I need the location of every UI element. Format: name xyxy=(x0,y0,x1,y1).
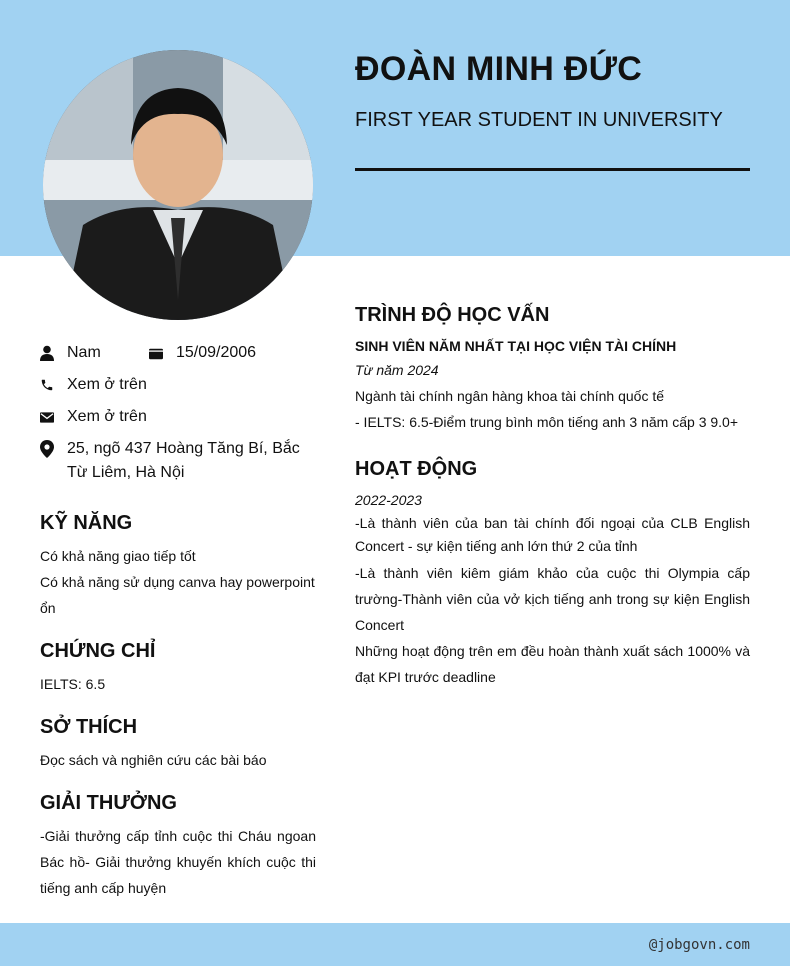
person-icon xyxy=(40,341,54,365)
address-row xyxy=(40,437,317,485)
activity-item: -Là thành viên của ban tài chính đối ngoại của CLB English Concert - sự kiện tiếng anh lớn thứ 2 của tỉnh xyxy=(355,515,750,554)
education-period: Từ năm 2024 xyxy=(355,362,439,378)
candidate-name: ĐOÀN MINH ĐỨC xyxy=(355,50,643,88)
candidate-role: FIRST YEAR STUDENT IN UNIVERSITY xyxy=(355,109,723,131)
skill-item: Có khả năng sử dụng canva hay powerpoint ổn xyxy=(40,574,315,616)
hobbies-list xyxy=(40,747,316,773)
hobbies-title: SỞ THÍCH xyxy=(40,716,138,738)
gender-birthdate-row xyxy=(40,341,256,365)
certificate-item: IELTS: 6.5 xyxy=(40,676,106,692)
calendar-icon xyxy=(149,341,163,365)
hobby-item: Đọc sách và nghiên cứu các bài báo xyxy=(40,752,267,768)
profile-photo xyxy=(43,50,313,320)
phone-row xyxy=(40,373,317,397)
footer-brand: @jobgovn.com xyxy=(648,937,750,953)
certificates-title: CHỨNG CHỈ xyxy=(40,640,156,662)
location-pin-icon xyxy=(40,437,54,461)
certificates-list xyxy=(40,671,316,697)
email-text: Xem ở trên xyxy=(67,408,147,425)
email-icon xyxy=(40,405,54,429)
phone-icon xyxy=(40,373,54,397)
birthdate-text: 15/09/2006 xyxy=(176,344,257,361)
phone-text: Xem ở trên xyxy=(67,376,147,393)
education-school: SINH VIÊN NĂM NHẤT TẠI HỌC VIỆN TÀI CHÍNH xyxy=(355,338,677,354)
skills-list xyxy=(40,543,316,621)
awards-list xyxy=(40,823,316,901)
activities-list xyxy=(355,512,750,690)
skills-title: KỸ NĂNG xyxy=(40,512,133,534)
skill-item: Có khả năng giao tiếp tốt xyxy=(40,548,196,564)
address-text: 25, ngõ 437 Hoàng Tăng Bí, Bắc Từ Liêm, Hà Nội xyxy=(67,440,300,481)
education-line: Ngành tài chính ngân hàng khoa tài chính quốc tế xyxy=(355,388,665,404)
activity-item: -Là thành viên kiêm giám khảo của cuộc thi Olympia cấp trường-Thành viên của vở kịch tiếng anh trong sự kiện English Concert xyxy=(355,565,750,633)
email-row xyxy=(40,405,317,429)
award-item: -Giải thưởng cấp tỉnh cuộc thi Cháu ngoan Bác hồ- Giải thưởng khuyến khích cuộc thi tiếng anh cấp huyện xyxy=(40,828,316,896)
education-lines xyxy=(355,383,750,435)
education-line: - IELTS: 6.5-Điểm trung bình môn tiếng anh 3 năm cấp 3 9.0+ xyxy=(355,414,739,430)
gender-text: Nam xyxy=(67,344,101,361)
activity-item: Những hoạt động trên em đều hoàn thành xuất sách 1000% và đạt KPI trước deadline xyxy=(355,643,750,685)
education-title: TRÌNH ĐỘ HỌC VẤN xyxy=(355,304,550,326)
profile-photo-illustration xyxy=(43,50,313,320)
title-divider xyxy=(355,168,750,171)
awards-title: GIẢI THƯỞNG xyxy=(40,792,177,814)
activities-period: 2022-2023 xyxy=(355,492,422,508)
activities-title: HOẠT ĐỘNG xyxy=(355,458,478,480)
